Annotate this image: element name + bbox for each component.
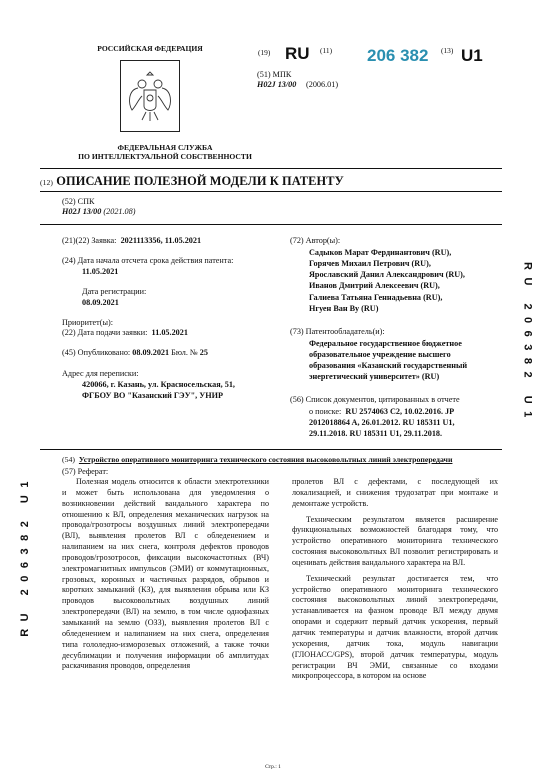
reg-date-value: 08.09.2021 [82, 298, 119, 307]
code-13: (13) [441, 46, 454, 55]
country-name: РОССИЙСКАЯ ФЕДЕРАЦИЯ [97, 44, 203, 53]
abstract-column-1 [62, 477, 269, 672]
author-item: Садыков Марат Фердинантович (RU), [309, 248, 452, 257]
start-date-value: 11.05.2021 [82, 267, 119, 276]
code-11: (11) [320, 46, 333, 55]
citations-label-1: (56) Список документов, цитированных в отчете [290, 395, 460, 404]
address-label: Адрес для переписки: [62, 369, 139, 378]
published-line: (45) Опубликовано: 08.09.2021 Бюл. № 25 [62, 348, 208, 357]
abstract-paragraph: Полезная модель относится к области электротехники и может быть использована для уведомления о возникновении действий вандального характера по отношению к ВЛ, определения механических нагрузок на провода/грозотросы воздушных линий электропередачи (ВЛ), выявления пролетов ВЛ с обледенением и налипанием на них снега, контроля дефектов проводов проводов/грозотросов, фиксации высокочастотных (ВЧ) электромагнитных импульсов (ЭМИ) от коммутационных, грозовых, коронных и частичных разрядов, обрывов и коротких замыканий (КЗ), для выявления обрыва или КЗ проводов высоковольтных воздушных линий электропередачи (ВЛ) на землю, в том числе однофазных замыканий на землю (ОЗЗ), выявления пролетов ВЛ с обледенением и налипанием на них снега, определения типа гололедно-изморозевых отложений, а также точки десублимации и получения информации об амплитудах раскачивания проводов, определения [62, 477, 269, 671]
spk-line [62, 207, 135, 218]
author-item: Ярославский Данил Александрович (RU), [309, 270, 465, 280]
abstract-column-2 [292, 477, 498, 682]
author-item: Иванов Дмитрий Алексеевич (RU), [309, 281, 440, 291]
author-item: Галиева Татьяна Геннадьевна (RU), [309, 292, 443, 302]
title-rule-bottom [40, 191, 502, 192]
author-item: Горячев Михаил Петрович (RU), [309, 259, 431, 269]
document-title [40, 173, 344, 189]
owner-label: (73) Патентообладатель(и): [290, 327, 385, 336]
title-rule-top [40, 168, 502, 169]
author-item: Нгуен Ван Ву (RU) [309, 303, 379, 313]
address-line-1: 420066, г. Казань, ул. Красносельская, 51, [82, 380, 235, 389]
reg-date-label: Дата регистрации: [82, 287, 147, 296]
patent-number: 206 382 [367, 46, 429, 65]
spk-rule [40, 224, 502, 225]
side-code-left: RU 206382 U1 [19, 474, 31, 637]
authors-list [309, 247, 465, 314]
title-code: (12) [40, 178, 54, 187]
spk-class: H02J 13/00 [62, 207, 102, 216]
priority-label: Приоритет(ы): [62, 318, 113, 327]
side-code-right: RU 206382 U1 [521, 262, 534, 425]
address-line-2: ФГБОУ ВО "Казанский ГЭУ", УНИР [82, 391, 223, 400]
authors-label: (72) Автор(ы): [290, 236, 341, 245]
abstract-paragraph: Техническим результатом является расширение функциональных возможностей благодаря тому, что устройство оперативного мониторинга технического состояния высоковольтных ВЛ позволит регистрировать и оценивать действия вандального характера на ВЛ. [292, 514, 498, 567]
filing-line: (22) Дата подачи заявки: 11.05.2021 [62, 328, 188, 337]
mpk-code: (51) МПК [257, 70, 292, 79]
name-rule-top [40, 449, 502, 450]
page-number: Стр.: 1 [265, 764, 281, 770]
coat-of-arms-emblem [120, 60, 180, 132]
application-line: (21)(22) Заявка: 2021113356, 11.05.2021 [62, 236, 202, 245]
mpk-class: H02J 13/00 [257, 80, 297, 89]
country-code: RU [285, 44, 310, 63]
citations-block: о поиске: RU 2574063 C2, 10.02.2016. JP 2012018864 A, 26.01.2012. RU 185311 U1, 29.11.2018. RU 185311 U1, 29.11.2018. [309, 407, 455, 439]
abstract-paragraph: пролетов ВЛ с дефектами, с последующей их локализацией, и снижения трудозатрат при монтаже и демонтаже устройств. [292, 477, 498, 508]
mpk-year: (2006.01) [306, 80, 339, 89]
spk-year: (2021.08) [103, 207, 136, 216]
code-19: (19) [258, 48, 271, 57]
spk-code: (52) СПК [62, 197, 95, 206]
agency-name: ФЕДЕРАЛЬНАЯ СЛУЖБА ПО ИНТЕЛЛЕКТУАЛЬНОЙ СОБСТВЕННОСТИ [78, 143, 252, 162]
abstract-paragraph: Технический результат достигается тем, что устройство оперативного мониторинга технического состояния высоковольтных линий электропередачи, устанавливается на фазном проводе ВЛ между двумя опорами и содержит первый датчик ускорения, первый датчик температуры и датчик влажности, второй датчик ускорения, датчик тока, модуль навигации (ГЛОНАСС/GPS), второй датчик температуры, модуль регистрации ВЧ ЭМИ, связанные со входами микропроцессора, в котором на основе [292, 573, 498, 681]
owner-lines: Федеральное государственное бюджетное образовательное учреждение высшего образования «Казанский государственный энергетический университет» (RU) [309, 339, 468, 382]
title-text: ОПИСАНИЕ ПОЛЕЗНОЙ МОДЕЛИ К ПАТЕНТУ [56, 174, 344, 188]
model-name: (54) Устройство оперативного мониторинга технического состояния высоковольтных линий электропередачи [62, 455, 453, 464]
start-date-label: (24) Дата начала отсчета срока действия патента: [62, 256, 234, 265]
kind-code: U1 [461, 46, 483, 65]
abstract-label: (57) Реферат: [62, 467, 109, 476]
